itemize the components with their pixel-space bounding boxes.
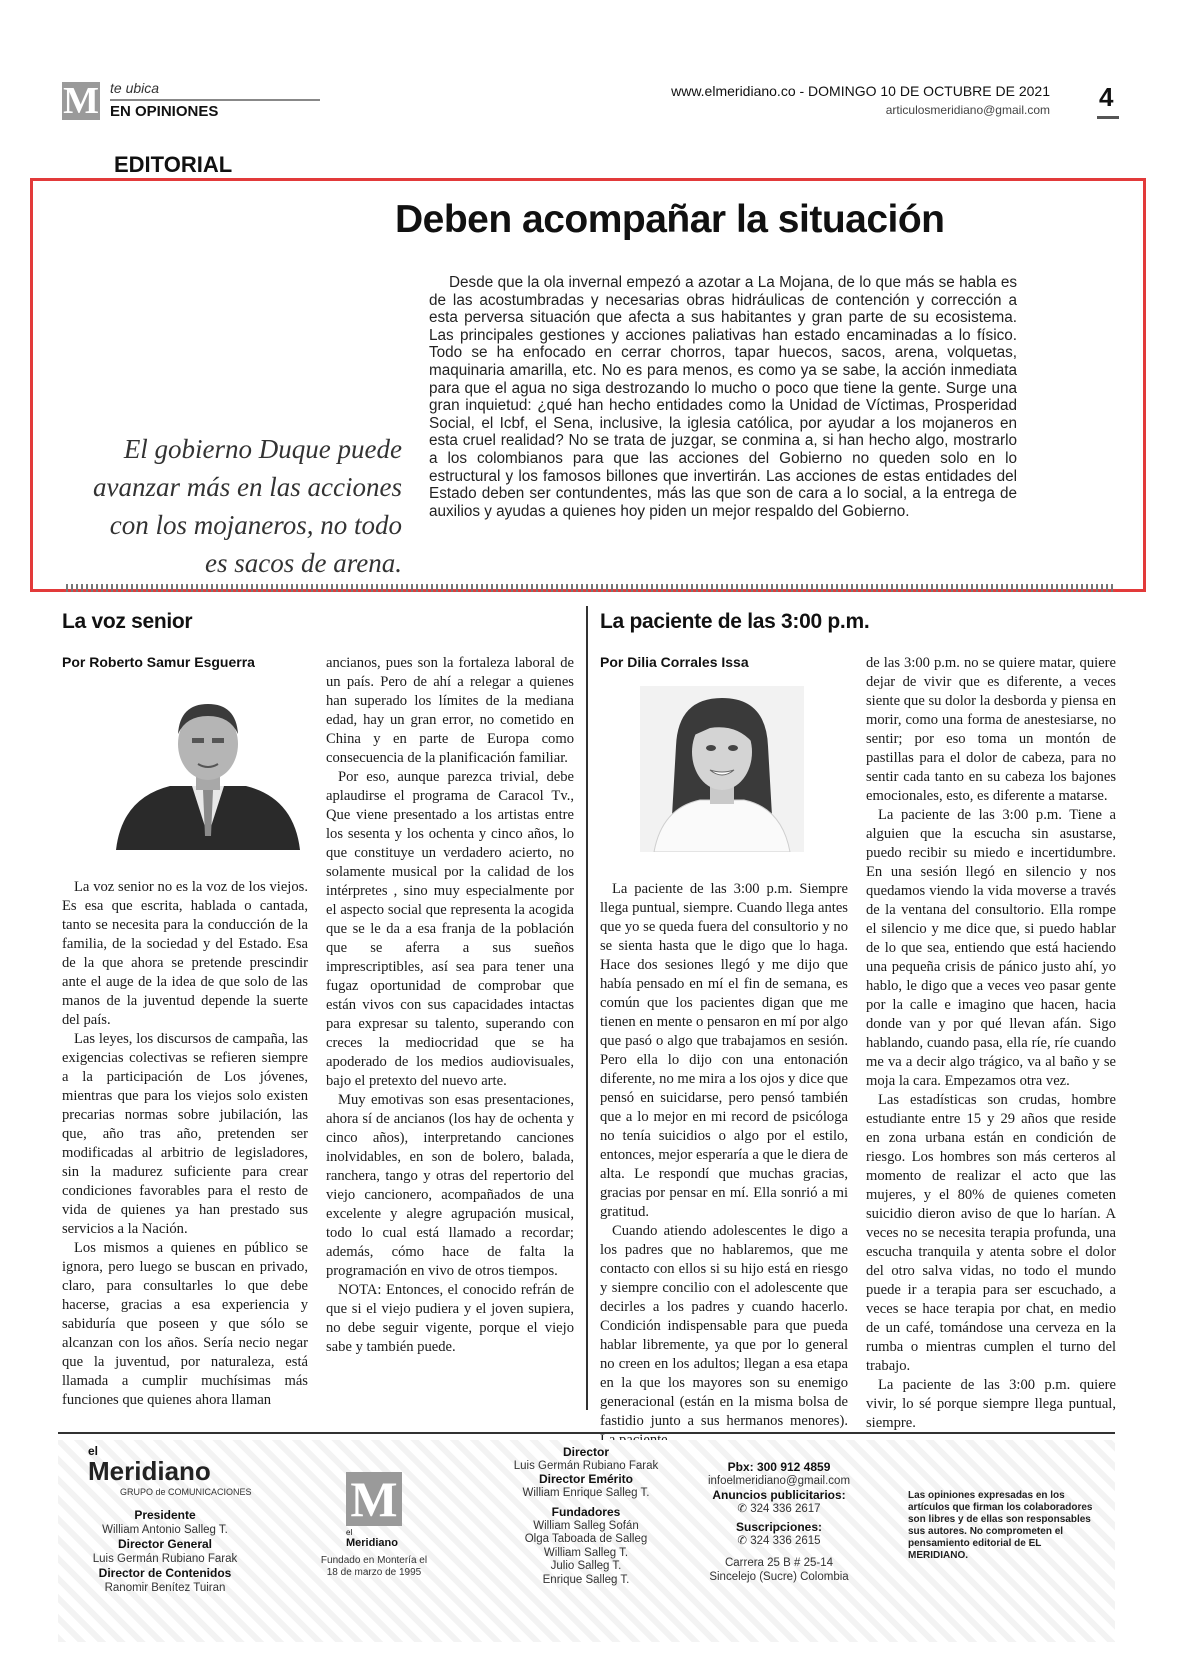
editorial-label: EDITORIAL bbox=[114, 152, 233, 177]
author-photo-woman bbox=[640, 686, 804, 852]
header-meta bbox=[671, 82, 1050, 120]
footer-divider bbox=[58, 1432, 1115, 1434]
director-name: Luis Germán Rubiano Farak bbox=[513, 1459, 659, 1472]
paciente-paragraph: La paciente de las 3:00 p.m. Siempre llega puntual, siempre. Cuando llega antes que yo se queda fuera del consultorio y no se sienta hasta que le digo que lo haga. Hace dos sesiones llegó y me dijo que había pensado en mí el fin de semana, es común que los pacientes digan que me tienen en mente o pensaron en mí por algo que pasó o algo que trabajamos en sesión. Pero ella lo dijo con una entonación diferente, no me mira a los ojos y dice que pensó en suicidarse, pero pensó también que a lo mejor en mi record de psicóloga no tenía suicidios o algo por el estilo, entonces, mejor esperaría a que le diera de alta. Le respondí que muchas gracias, gracias por pensar en mí. Ella sonrió a mi gratitud. bbox=[600, 881, 849, 1220]
whatsapp-icon: ✆ bbox=[737, 1535, 748, 1547]
city: Sincelejo (Sucre) Colombia bbox=[709, 1571, 849, 1583]
contact-email: articulosmeridiano@gmail.com bbox=[885, 103, 1050, 117]
paciente-paragraph: Cuando atiendo adolescentes le digo a los padres que no hablaremos, que me contacto con ellos si su hijo está en riesgo y siempre concilio con el adolescente que decirles a los padres y cuando hacerlo. Condición indispensable para que pueda hablar libremente, ya que por lo general no creen en los adultos; llegan a esa etapa en la que los mayores son su enemigo generacional (están en la misma bolsa de fastidio junto a sus hermanos menores). bbox=[600, 1223, 848, 1429]
footer-brand-el: el bbox=[88, 1444, 99, 1458]
paciente-paragraph: de las 3:00 p.m. no se quiere matar, quiere dejar de vivir que es diferente, a veces siente que su dolor la desborda y piensa en morir, como una forma de anestesiarse, no sentir; por eso toma un montón de pastillas para el dolor de cabeza, para no sentir cada tanto en su cabeza los bajones emocionales, esto, es diferente a matarse. bbox=[866, 655, 1116, 804]
meridiano-seal-logo-icon: M bbox=[346, 1472, 402, 1526]
voz-senior-column-2 bbox=[326, 654, 574, 1357]
site-and-date: www.elmeridiano.co - DOMINGO 10 DE OCTUBRE DE 2021 bbox=[671, 83, 1050, 99]
author-photo-man bbox=[108, 686, 308, 850]
voz-senior-paragraph: NOTA: Entonces, el conocido refrán de que si el viejo pudiera y el joven supiera, no debe seguir vigente, porque el viejo sabe y también puede. bbox=[326, 1282, 574, 1355]
pbx: Pbx: 300 912 4859 bbox=[727, 1460, 831, 1474]
voz-senior-paragraph: ancianos, pues son la fortaleza laboral de un país. Pero de ahí a relegar a quienes han superado los límites de la mediana edad, hay un gran error, no cometido en China y en parte de Europa como consecuencia de la planificación familiar. bbox=[326, 655, 574, 766]
fundador-name: William Salleg Sofán bbox=[533, 1519, 639, 1532]
voz-senior-paragraph: Muy emotivas son esas presentaciones, ahora sí de ancianos (los hay de ochenta y cinco años), interpretando canciones inolvidables, en son de bolero, balada, ranchera, tango y otras del repertorio del viejo cancionero, acompañados de una excelente y alegre agrupación musical, todo lo cual está llamado a recordar; además, cómo hace de falta la programación en vivo de otros tiempos. bbox=[326, 1092, 574, 1279]
presidente-name: William Antonio Salleg T. bbox=[102, 1523, 228, 1536]
info-email[interactable]: infoelmeridiano@gmail.com bbox=[707, 1475, 851, 1487]
suscripciones-phone-row[interactable] bbox=[694, 1534, 864, 1548]
anuncios-phone-row[interactable] bbox=[694, 1502, 864, 1516]
voz-senior-paragraph: Las leyes, los discursos de campaña, las exigencias colectivas se refieren siempre a la participación de Los jóvenes, mientras que para los viejos solo existen precarias normas sobre jubilación, las que, año tras año, pretenden ser modificadas al arbitrio de legisladores, sin la madurez suficiente para crear condiciones favorables para el resto de vida de quienes ya han prestado sus servicios a la Nación. bbox=[62, 1031, 308, 1237]
paciente-column-2 bbox=[866, 654, 1116, 1433]
founded-note: Fundado en Montería el 18 de marzo de 1995 bbox=[320, 1555, 428, 1578]
article-title-paciente: La paciente de las 3:00 p.m. bbox=[600, 610, 870, 633]
director-contenidos-name: Ranomir Benítez Tuiran bbox=[104, 1581, 226, 1594]
page-number-underline bbox=[1097, 116, 1119, 119]
seal-el: el bbox=[346, 1528, 353, 1537]
director-general-label: Director General bbox=[117, 1537, 213, 1551]
editorial-body: Desde que la ola invernal empezó a azotar a La Mojana, de lo que más se habla es de las acostumbradas y necesarias obras hidráulicas de contención y corrección a esta perversa situación que afecta a sus habitantes y gran parte de su ecosistema. Las principales gestiones y acciones paliativas han estado encaminadas a lo físico. Todo se ha enfocado en cerrar chorros, tapar huecos, sacos, arena, volquetas, maquinaria amarilla, etc. No es para menos, es como ya se sabe, la acción inmediata para que el agua no siga destrozando lo mucho o poco que tiene la gente. Surge una gran inquietud: ¿qué han hecho entidades como la Unidad de Víctimas, Prosperidad Social, el Icbf, el Sena, inclusive, la iglesia católica, por ayudar a los mojaneros en esta cruel realidad? No se trata de juzgar, se conmina a, si han hecho algo, mostrarlo a los colombianos para que las acciones del Gobierno no queden solo en lo estructural y los famosos billones que invertirán. Las acciones de estas entidades del Estado deben ser contundentes, más las que son de cara a lo social, a la entrega de auxilios y ayudas a quienes hoy piden un mejor respaldo del Gobierno. bbox=[429, 274, 1017, 520]
director-contenidos-label: Director de Contenidos bbox=[98, 1566, 232, 1580]
editorial-bottom-border bbox=[66, 584, 1116, 592]
director-emerito-label: Director Emérito bbox=[538, 1472, 634, 1486]
page-number: 4 bbox=[1099, 82, 1114, 112]
fundador-name: Enrique Salleg T. bbox=[542, 1573, 630, 1586]
header-divider bbox=[110, 99, 320, 101]
suscripciones-phone: 324 336 2615 bbox=[750, 1535, 821, 1547]
column-divider bbox=[586, 606, 588, 1410]
author-portrait-man-icon bbox=[108, 686, 308, 850]
seal-name: Meridiano bbox=[346, 1537, 398, 1549]
director-general-name: Luis Germán Rubiano Farak bbox=[92, 1552, 238, 1565]
paciente-column-1 bbox=[600, 880, 848, 1450]
fundador-name: William Salleg T. bbox=[543, 1546, 629, 1559]
director-label: Director bbox=[562, 1445, 609, 1459]
byline-paciente: Por Dilia Corrales Issa bbox=[600, 654, 749, 670]
footer-contact bbox=[694, 1460, 864, 1584]
paciente-paragraph: Las estadísticas son crudas, hombre estudiante entre 15 y 29 años que reside en zona urbana están en condición de riesgo. Los hombres son más certeros al momento de realizar el acto que las mujeres, y el 80% de quienes cometen suicidio dieron aviso de que lo harían. A veces no se necesita terapia profunda, una escucha tranquila y atenta sobre el dolor del otro salva vidas, no todo el mundo puede ir a terapia para ser escuchado, a veces se hace terapia por chat, en medio de un café, tomándose una cerveza en la rumba o mientras cumplen el turno del trabajo. bbox=[866, 1092, 1116, 1374]
address: Carrera 25 B # 25-14 bbox=[724, 1557, 834, 1569]
article-title-voz-senior: La voz senior bbox=[62, 610, 193, 633]
presidente-label: Presidente bbox=[134, 1508, 196, 1522]
fundadores-label: Fundadores bbox=[551, 1505, 621, 1519]
fundador-name: Olga Taboada de Salleg bbox=[524, 1533, 648, 1545]
author-portrait-woman-icon bbox=[640, 686, 804, 852]
footer-brand-group: GRUPO de COMUNICACIONES bbox=[120, 1487, 252, 1497]
byline-voz-senior: Por Roberto Samur Esguerra bbox=[62, 654, 255, 670]
voz-senior-paragraph: Los mismos a quienes en público se ignora, pero luego se buscan en privado, claro, para consultarles lo que debe hacerse, gracias a esa experiencia y sabiduría que poseen y que sólo se alcanzan con los años. Sería necio negar que la juventud, por naturaleza, está llamada a cumplir muchísimas más funciones que quienes ahora llaman bbox=[62, 1240, 308, 1408]
director-emerito-name: William Enrique Salleg T. bbox=[522, 1486, 650, 1499]
fundador-name: Julio Salleg T. bbox=[550, 1560, 622, 1572]
anuncios-phone: 324 336 2617 bbox=[750, 1503, 821, 1515]
meridiano-logo-icon: M bbox=[63, 80, 99, 122]
whatsapp-icon: ✆ bbox=[737, 1503, 748, 1515]
paciente-paragraph: La paciente de las 3:00 p.m. Tiene a alguien que la escucha sin asustarse, puedo recibir su miedo e incertidumbre. En una sesión llegó en silencio y nos quedamos viendo la vida moverse a través de la ventana del consultorio. Ella rompe el silencio y me dice que, si puedo hablar de lo que sea, entiendo que está haciendo una pequeña crisis de pánico justo ahí, yo hablo, le digo que a veces veo pasar gente por la calle e imagino que hacen, hacia donde van y por qué llevan afán. Sigo hablando, cuando pasa, ella ríe, ríe cuando me va a decir algo trágico, va al baño y se moja la cara. Empezamos otra vez. bbox=[866, 807, 1116, 1089]
tagline: te ubica bbox=[110, 80, 160, 96]
footer-brand-name: Meridiano bbox=[88, 1456, 211, 1486]
editorial-title: Deben acompañar la situación bbox=[395, 198, 945, 241]
editorial-pull-quote: El gobierno Duque puede avanzar más en las acciones con los mojaneros, no todo es sacos de arena. bbox=[93, 434, 402, 578]
voz-senior-paragraph: Por eso, aunque parezca trivial, debe aplaudirse el programa de Caracol Tv., Que viene presentado a los artistas entre los sesenta y los ochenta y cinco años, lo que constituye un verdadero acierto, no solamente musical por la calidad de los intérpretes , sino muy especialmente por el aspecto social que representa la acogida que se le da a esa franja de la población que se aferra a sus sueños imprescriptibles, así sea para tener una fugaz oportunidad de comprobar que están vivos con sus capacidades intactas para expresar su talento, superando con creces la mediocridad que se ha apoderado de los medios audiovisuales, bajo el pretexto del nuevo arte. bbox=[326, 769, 574, 1089]
section-name: EN OPINIONES bbox=[110, 103, 219, 120]
voz-senior-column-1 bbox=[62, 878, 308, 1410]
suscripciones-label: Suscripciones: bbox=[735, 1520, 823, 1534]
footer-staff-left bbox=[70, 1508, 260, 1595]
anuncios-label: Anuncios publicitarios: bbox=[712, 1488, 846, 1502]
paciente-paragraph: La paciente de las 3:00 p.m. quiere vivir, lo sé porque siempre llega puntual, siempre. bbox=[866, 1377, 1116, 1431]
footer-staff-center bbox=[496, 1446, 676, 1587]
footer-disclaimer: Las opiniones expresadas en los artículos que firman los colaboradores son libres y de ellas son responsables sus autores. No comprometen el pensamiento editorial de EL MERIDIANO. bbox=[908, 1490, 1093, 1561]
voz-senior-paragraph: La voz senior no es la voz de los viejos. Es esa que escrita, hablada o cantada, tanto se necesita para la conducción de la familia, de la sociedad y del Estado. Esa de la que ahora se pretende prescindir ante el auge de la idea de que solo de las manos de la juventud depende la suerte del país. bbox=[62, 879, 308, 1028]
